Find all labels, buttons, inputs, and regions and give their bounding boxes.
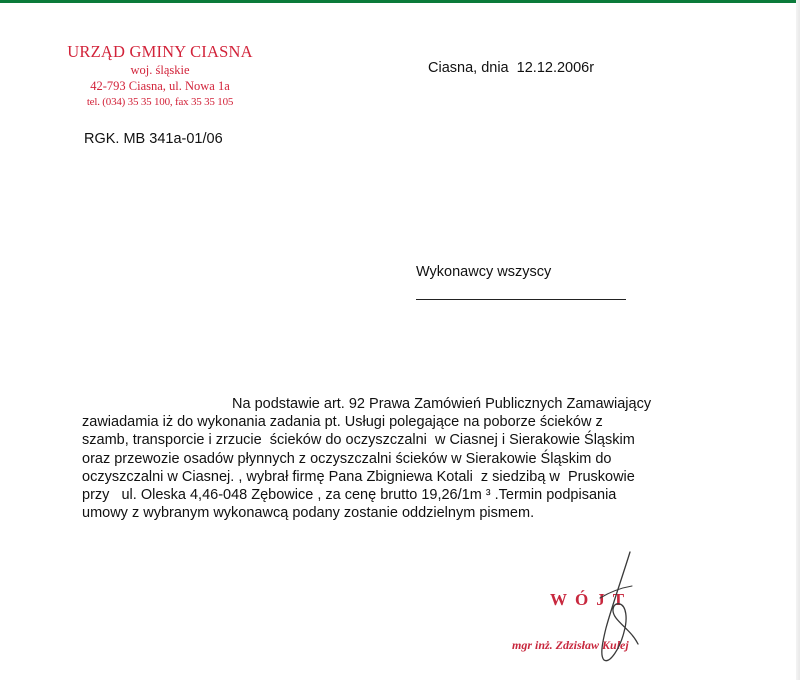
body-line: szamb, transporcie i zrzucie ścieków do oczyszczalni w Ciasnej i Sierakowie Śląskim — [82, 432, 635, 449]
office-name: URZĄD GMINY CIASNA — [67, 42, 253, 61]
recipient: Wykonawcy wszyscy — [416, 264, 552, 280]
top-border — [0, 0, 800, 3]
signer-name-stamp: mgr inż. Zdzisław Kulej — [512, 638, 629, 652]
mayor-title-stamp: WÓJT — [550, 590, 633, 609]
body-line: zawiadamia iż do wykonania zadania pt. Usługi polegające na poborze ścieków z — [82, 414, 603, 431]
body-line: Na podstawie art. 92 Prawa Zamówień Publicznych Zamawiający — [232, 396, 652, 412]
office-phone: tel. (034) 35 35 100, fax 35 35 105 — [86, 96, 234, 108]
handwritten-signature — [560, 548, 690, 668]
place-and-date: Ciasna, dnia 12.12.2006r — [428, 60, 595, 76]
letterhead-stamp — [60, 42, 260, 110]
office-region: woj. śląskie — [130, 63, 190, 77]
office-address: 42-793 Ciasna, ul. Nowa 1a — [90, 79, 230, 93]
body-line: oraz przewozie osadów płynnych z oczyszczalni ścieków w Sierakowie Śląskim do — [82, 450, 612, 467]
body-line: oczyszczalni w Ciasnej. , wybrał firmę Pana Zbigniewa Kotali z siedzibą w Pruskowie — [82, 468, 635, 485]
letter-body — [82, 395, 714, 522]
recipient-underline — [416, 299, 626, 300]
body-line: umowy z wybranym wykonawcą podany zostanie oddzielnym pismem. — [82, 505, 535, 522]
scan-edge — [796, 0, 800, 680]
body-line: przy ul. Oleska 4,46-048 Zębowice , za cenę brutto 19,26/1m ³ .Termin podpisania — [82, 487, 617, 504]
reference-number: RGK. MB 341a-01/06 — [84, 131, 223, 147]
